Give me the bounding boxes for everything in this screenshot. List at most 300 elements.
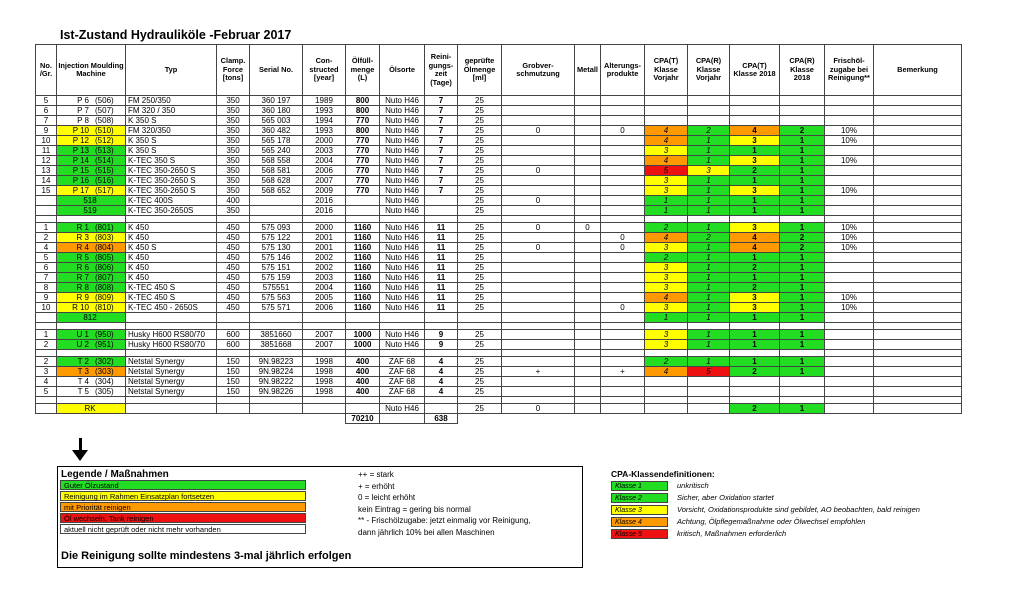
cell-ct: 4 [730, 233, 780, 243]
cell-fill [346, 313, 380, 323]
cell-ml: 25 [458, 166, 502, 176]
cell-yr [303, 313, 346, 323]
cell-grob [502, 146, 575, 156]
cell-ml: 25 [458, 283, 502, 293]
cell-ml: 25 [458, 330, 502, 340]
cell-ctv: 3 [645, 263, 688, 273]
cell-sn: 565 178 [250, 136, 303, 146]
cell-fill: 1160 [346, 273, 380, 283]
cell-grob [502, 330, 575, 340]
cell-ctv: 4 [645, 156, 688, 166]
column-header: CPA(T) Klasse 2018 [730, 45, 780, 96]
cell-bem [874, 340, 962, 350]
cell-yr: 2001 [303, 233, 346, 243]
cell-ml: 25 [458, 293, 502, 303]
cell-m [57, 293, 126, 303]
machine-code: (808) [95, 283, 114, 292]
cell-yr: 2004 [303, 283, 346, 293]
machine-name: R 6 [76, 263, 89, 272]
cell-met [575, 176, 601, 186]
machine-name: U 2 [76, 340, 89, 349]
column-header: Metall [575, 45, 601, 96]
cell-m [57, 283, 126, 293]
column-header: Frischöl- zugabe bei Reinigung** [825, 45, 874, 96]
machine-name: T 2 [77, 357, 89, 366]
cell-fill: 770 [346, 136, 380, 146]
cell-alt [601, 340, 645, 350]
cpa-class-row [611, 481, 715, 493]
separator-row [36, 323, 962, 330]
legend-note: ++ = stark [358, 470, 394, 479]
cell-alt [601, 263, 645, 273]
cell-alt [601, 176, 645, 186]
cpa-class-label: Klasse 5 [611, 529, 668, 539]
cell-days: 7 [425, 136, 458, 146]
legend-footer: Die Reinigung sollte mindestens 3-mal jährlich erfolgen [61, 550, 352, 562]
cell-bem [874, 223, 962, 233]
cell-oil: ZAF 68 [380, 367, 425, 377]
column-header: geprüfte Ölmenge [ml] [458, 45, 502, 96]
cell-fill: 770 [346, 176, 380, 186]
cell-days: 11 [425, 233, 458, 243]
cell-ml: 25 [458, 273, 502, 283]
cell-alt [601, 253, 645, 263]
cell-oil: ZAF 68 [380, 357, 425, 367]
cell-cf: 350 [217, 106, 250, 116]
cell-ctv: 2 [645, 357, 688, 367]
cell-cr: 2 [780, 126, 825, 136]
cell-cf: 350 [217, 96, 250, 106]
cell-bem [874, 404, 962, 414]
total-ml: 638 [425, 414, 458, 424]
cell-typ: K-TEC 450 - 2650S [126, 303, 217, 313]
cell-bem [874, 253, 962, 263]
cell-no: 15 [36, 186, 57, 196]
cell-crv [688, 106, 730, 116]
cell-yr: 1993 [303, 106, 346, 116]
table-row [36, 223, 962, 233]
cell-m [57, 233, 126, 243]
cell-cr [780, 377, 825, 387]
cell-alt [601, 116, 645, 126]
cell-bem [874, 156, 962, 166]
machine-name: P 13 [72, 146, 89, 155]
cell-yr: 1994 [303, 116, 346, 126]
cell-met [575, 116, 601, 126]
cpa-class-label: Klasse 1 [611, 481, 668, 491]
cpa-class-description: Vorsicht, Oxidationsprodukte sind gebildet, AO beobachten, bald reinigen [677, 505, 920, 514]
cell-oil: Nuto H46 [380, 233, 425, 243]
cell-ctv: 3 [645, 273, 688, 283]
cell-cf: 450 [217, 223, 250, 233]
cell-typ: Husky H600 RS80/70 [126, 340, 217, 350]
cell-m [57, 176, 126, 186]
cell-ml: 25 [458, 116, 502, 126]
cell-m: 812 [57, 313, 126, 323]
cell-met [575, 186, 601, 196]
cell-crv: 1 [688, 223, 730, 233]
column-header: Serial No. [250, 45, 303, 96]
cell-fz: 10% [825, 293, 874, 303]
table-header-row [36, 45, 962, 96]
cell-fz [825, 367, 874, 377]
machine-name: T 5 [77, 387, 89, 396]
cell-yr: 2007 [303, 176, 346, 186]
cell-yr: 1998 [303, 357, 346, 367]
machine-code: (506) [95, 96, 114, 105]
cell-no: 10 [36, 136, 57, 146]
machine-code: (302) [95, 357, 114, 366]
machine-name: R 7 [76, 273, 89, 282]
cell-ml: 25 [458, 243, 502, 253]
cell-bem [874, 146, 962, 156]
cell-ctv [645, 96, 688, 106]
cell-cf: 350 [217, 166, 250, 176]
cell-met [575, 126, 601, 136]
machine-code: (801) [95, 223, 114, 232]
cell-no: 9 [36, 293, 57, 303]
cell-cr [780, 106, 825, 116]
cell-yr: 2002 [303, 253, 346, 263]
cell-yr: 1998 [303, 387, 346, 397]
cell-oil: Nuto H46 [380, 96, 425, 106]
cell-m [57, 377, 126, 387]
cell-bem [874, 293, 962, 303]
cell-ml: 25 [458, 126, 502, 136]
cell-sn [250, 313, 303, 323]
cell-grob [502, 283, 575, 293]
cell-oil: Nuto H46 [380, 340, 425, 350]
cell-typ: K 350 S [126, 116, 217, 126]
cell-bem [874, 377, 962, 387]
cpa-definitions [611, 469, 920, 541]
machine-code: (517) [95, 186, 114, 195]
cell-cf: 450 [217, 303, 250, 313]
table-row [36, 196, 962, 206]
cell-alt [601, 156, 645, 166]
cell-sn: 575551 [250, 283, 303, 293]
cell-fz [825, 377, 874, 387]
machine-name: P 14 [72, 156, 89, 165]
cell-ct: 2 [730, 166, 780, 176]
cell-met [575, 387, 601, 397]
cell-ct: 1 [730, 313, 780, 323]
cell-bem [874, 196, 962, 206]
machine-code: (510) [95, 126, 114, 135]
cell-cr: 1 [780, 253, 825, 263]
cell-grob [502, 96, 575, 106]
cell-alt [601, 186, 645, 196]
cell-bem [874, 303, 962, 313]
cell-bem [874, 106, 962, 116]
cell-cr: 1 [780, 303, 825, 313]
cell-m [57, 263, 126, 273]
cell-cf: 350 [217, 176, 250, 186]
machine-code: (508) [95, 116, 114, 125]
cell-typ: K 450 S [126, 243, 217, 253]
cell-met [575, 243, 601, 253]
table-row [36, 340, 962, 350]
cpa-class-row [611, 505, 920, 517]
cell-no: 3 [36, 367, 57, 377]
cell-ml: 25 [458, 96, 502, 106]
machine-name: P 10 [72, 126, 89, 135]
cell-cf: 600 [217, 330, 250, 340]
cell-fill: 770 [346, 166, 380, 176]
cpa-class-label: Klasse 3 [611, 505, 668, 515]
cell-typ: FM 250/350 [126, 96, 217, 106]
cpa-class-row [611, 493, 774, 505]
table-row [36, 313, 962, 323]
cell-no [36, 206, 57, 216]
cell-typ: K 450 [126, 253, 217, 263]
cell-grob: + [502, 367, 575, 377]
cell-grob [502, 263, 575, 273]
legend-note: dann jährlich 10% bei allen Maschinen [358, 527, 495, 537]
cell-ctv: 1 [645, 196, 688, 206]
cell-fz [825, 96, 874, 106]
cell-bem [874, 367, 962, 377]
cell-crv: 1 [688, 243, 730, 253]
table-row [36, 116, 962, 126]
cell-m [57, 166, 126, 176]
cell-ct [730, 387, 780, 397]
cell-met [575, 166, 601, 176]
cell-ct: 4 [730, 243, 780, 253]
cell-days: 11 [425, 243, 458, 253]
table-row [36, 330, 962, 340]
machine-name: P 6 [77, 96, 89, 105]
machine-name: R 3 [76, 233, 89, 242]
machine-name: R 9 [76, 293, 89, 302]
cell-cr [780, 387, 825, 397]
machine-name: P 12 [72, 136, 89, 145]
machine-name: P 17 [72, 186, 89, 195]
cell-oil: Nuto H46 [380, 223, 425, 233]
cell-m [57, 330, 126, 340]
cell-oil: Nuto H46 [380, 196, 425, 206]
cell-fz [825, 330, 874, 340]
cell-m: 518 [57, 196, 126, 206]
cell-fill: 1000 [346, 340, 380, 350]
cell-ct [730, 116, 780, 126]
cell-cr: 1 [780, 176, 825, 186]
cell-yr: 2000 [303, 223, 346, 233]
cell-alt: 0 [601, 243, 645, 253]
cell-cr: 1 [780, 367, 825, 377]
separator-row [36, 397, 962, 404]
cell-cf: 150 [217, 357, 250, 367]
cell-crv [688, 387, 730, 397]
cell-yr: 1998 [303, 367, 346, 377]
cell-fz: 10% [825, 303, 874, 313]
cell-grob [502, 156, 575, 166]
cell-fz: 10% [825, 243, 874, 253]
cell-crv [688, 116, 730, 126]
cell-grob [502, 136, 575, 146]
cell-sn: 3851668 [250, 340, 303, 350]
cell-crv [688, 96, 730, 106]
machine-code: (804) [95, 243, 114, 252]
cell-fill: 800 [346, 106, 380, 116]
column-header: Typ [126, 45, 217, 96]
cell-days: 9 [425, 340, 458, 350]
cell-grob [502, 293, 575, 303]
cell-no: 14 [36, 176, 57, 186]
cell-sn [250, 196, 303, 206]
cell-ctv: 3 [645, 303, 688, 313]
cell-ml: 25 [458, 357, 502, 367]
column-header: CPA(R) Klasse Vorjahr [688, 45, 730, 96]
column-header: Ölfüll- menge (L) [346, 45, 380, 96]
cell-bem [874, 116, 962, 126]
cell-ctv: 4 [645, 293, 688, 303]
cell-cr: 2 [780, 243, 825, 253]
cell-fill: 400 [346, 387, 380, 397]
legend-note: kein Eintrag = gering bis normal [358, 504, 471, 514]
cell-alt [601, 273, 645, 283]
machine-name: R 5 [76, 253, 89, 262]
cell-alt [601, 283, 645, 293]
cell-typ [126, 313, 217, 323]
cell-met [575, 146, 601, 156]
cell-sn: 568 628 [250, 176, 303, 186]
cell-days: 4 [425, 357, 458, 367]
cell-met [575, 377, 601, 387]
cell-fz [825, 340, 874, 350]
cell-m [57, 273, 126, 283]
cell-oil: Nuto H46 [380, 273, 425, 283]
column-header: Con- structed [year] [303, 45, 346, 96]
cell-sn: 9N.98224 [250, 367, 303, 377]
machine-code: (515) [95, 166, 114, 175]
cell-alt [601, 166, 645, 176]
cell-alt [601, 357, 645, 367]
cell-typ: K 450 [126, 273, 217, 283]
cell-cf: 150 [217, 377, 250, 387]
cell-cr: 1 [780, 136, 825, 146]
machine-code: (507) [95, 106, 114, 115]
cell-grob: 0 [502, 166, 575, 176]
column-header: Clamp. Force [tons] [217, 45, 250, 96]
cell-grob [502, 377, 575, 387]
cell-fz [825, 116, 874, 126]
cell-days: 11 [425, 253, 458, 263]
column-header: CPA(R) Klasse 2018 [780, 45, 825, 96]
cell-no: 11 [36, 146, 57, 156]
cell-alt: 0 [601, 233, 645, 243]
cell-fill: 1160 [346, 303, 380, 313]
table-row [36, 166, 962, 176]
machine-code: (513) [95, 146, 114, 155]
cell-no: 13 [36, 166, 57, 176]
column-header: Reini- gungs- zeit (Tage) [425, 45, 458, 96]
cell-crv: 1 [688, 293, 730, 303]
cell-alt [601, 293, 645, 303]
cell-sn: 360 197 [250, 96, 303, 106]
cell-fz [825, 253, 874, 263]
machine-code: (514) [95, 156, 114, 165]
cell-days: 4 [425, 387, 458, 397]
cell-ctv: 4 [645, 367, 688, 377]
cell-oil: Nuto H46 [380, 186, 425, 196]
cell-yr [303, 404, 346, 414]
cell-crv: 2 [688, 233, 730, 243]
table-row [36, 377, 962, 387]
cell-cf: 450 [217, 263, 250, 273]
cell-cf [217, 404, 250, 414]
cell-ctv [645, 404, 688, 414]
cell-grob [502, 116, 575, 126]
cell-m [57, 156, 126, 166]
cell-grob [502, 106, 575, 116]
cell-bem [874, 387, 962, 397]
cell-fill: 770 [346, 156, 380, 166]
cell-fill: 400 [346, 377, 380, 387]
table-row [36, 206, 962, 216]
cell-crv: 1 [688, 196, 730, 206]
cell-typ: K-TEC 400S [126, 196, 217, 206]
cell-typ: K-TEC 350 S [126, 156, 217, 166]
cell-ctv: 3 [645, 146, 688, 156]
table-row [36, 253, 962, 263]
cell-bem [874, 96, 962, 106]
machine-code: (805) [95, 253, 114, 262]
cell-ct: 1 [730, 146, 780, 156]
legend-item: Guter Ölzustand [60, 480, 306, 490]
cell-cr: 1 [780, 186, 825, 196]
cell-cf: 350 [217, 206, 250, 216]
cell-cf: 150 [217, 387, 250, 397]
cell-ctv [645, 387, 688, 397]
cell-sn [250, 206, 303, 216]
table-row [36, 303, 962, 313]
cell-ml: 25 [458, 367, 502, 377]
cell-grob [502, 387, 575, 397]
separator-row [36, 350, 962, 357]
cell-typ: K-TEC 450 S [126, 283, 217, 293]
machine-code: (303) [95, 367, 114, 376]
table-row [36, 96, 962, 106]
table-row [36, 404, 962, 414]
cell-sn [250, 404, 303, 414]
machine-code: (810) [95, 303, 114, 312]
cell-grob [502, 273, 575, 283]
cell-cr: 1 [780, 273, 825, 283]
cell-typ [126, 404, 217, 414]
cell-m [57, 357, 126, 367]
cell-fz: 10% [825, 223, 874, 233]
cell-sn: 9N.98226 [250, 387, 303, 397]
cell-fz [825, 357, 874, 367]
cell-crv: 1 [688, 303, 730, 313]
cell-typ: K-TEC 450 S [126, 293, 217, 303]
cell-bem [874, 283, 962, 293]
cell-ct: 1 [730, 196, 780, 206]
cell-bem [874, 136, 962, 146]
machine-name: P 16 [72, 176, 89, 185]
cell-fz: 10% [825, 233, 874, 243]
cell-m [57, 367, 126, 377]
legend-note: ** - Frischölzugabe: jetzt einmalig vor Reinigung, [358, 516, 531, 525]
cell-fill: 1160 [346, 283, 380, 293]
cell-crv: 1 [688, 273, 730, 283]
cell-no: 8 [36, 283, 57, 293]
cell-typ: Netstal Synergy [126, 377, 217, 387]
cell-met [575, 357, 601, 367]
legend-title: Legende / Maßnahmen [61, 469, 169, 480]
cell-grob: 0 [502, 223, 575, 233]
